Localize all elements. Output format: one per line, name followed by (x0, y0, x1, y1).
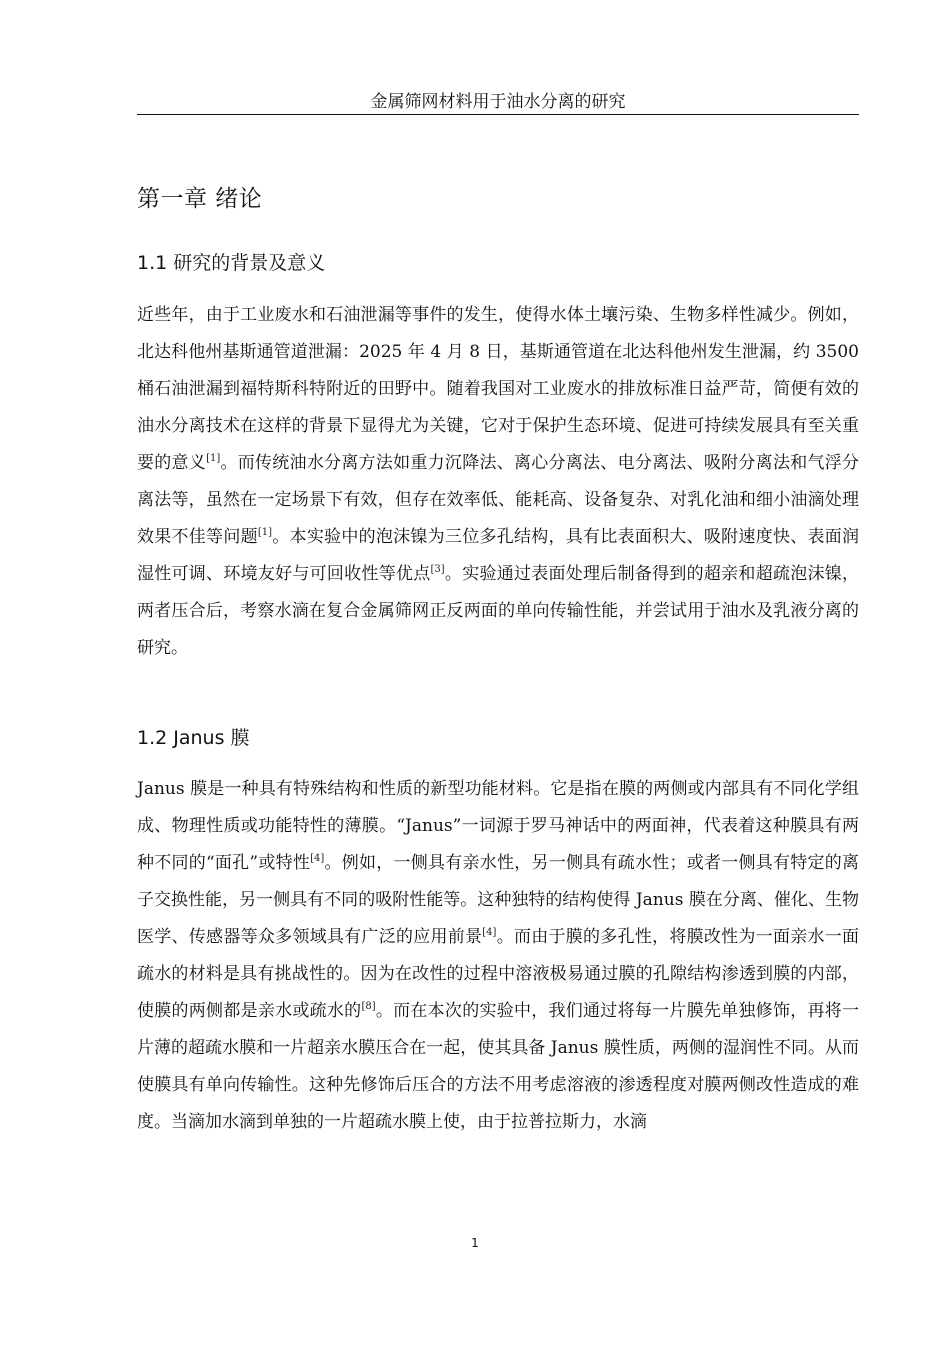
paragraph-text: Janus 膜是一种具有特殊结构和性质的新型功能材料。它是指在膜的两侧或内部具有不同化学组成、物理性质或功能特性的薄膜。“Janus”一词源于罗马神话中的两面神，代表着这种膜具有两种不同的“面孔”或特性 (137, 779, 859, 873)
citation: [1] (257, 527, 273, 538)
citation: [3] (430, 564, 445, 575)
paragraph-text: 。本实验中的泡沫镍为三位多孔结构，具有比表面积大、吸附速度快、表面润湿性可调、环境友好与可回收性等优点 (137, 527, 860, 584)
paragraph-text: 。例如，一侧具有亲水性，另一侧具有疏水性；或者一侧具有特定的离子交换性能，另一侧具有不同的吸附性能等。这种独特的结构使得 Janus 膜在分离、催化、生物医学、传感器等众多领域具有广泛的应用前景 (137, 853, 859, 947)
paragraph-background (137, 297, 859, 667)
citation: [1] (206, 453, 221, 464)
chapter-title: 第一章 绪论 (137, 186, 263, 212)
paragraph-text: 。实验通过表面处理后制备得到的超亲和超疏泡沫镍，两者压合后，考察水滴在复合金属筛网正反两面的单向传输性能，并尝试用于油水及乳液分离的研究。 (137, 564, 860, 658)
page-number: 1 (471, 1236, 479, 1250)
running-header: 金属筛网材料用于油水分离的研究 (370, 92, 626, 112)
citation: [8] (361, 1001, 376, 1012)
paragraph-text: 近些年，由于工业废水和石油泄漏等事件的发生，使得水体土壤污染、生物多样性减少。例如，北达科他州基斯通管道泄漏：2025 年 4 月 8 日，基斯通管道在北达科他州发生泄漏，约 3500 桶石油泄漏到福特斯科特附近的田野中。随着我国对工业废水的排放标准日益严苛，简便有效的油水分离技术在这样的背景下显得尤为关键，它对于保护生态环境、促进可持续发展具有至关重要的意义 (137, 305, 859, 473)
paragraph-janus (137, 771, 859, 1141)
header-rule (137, 114, 859, 115)
paragraph-text: 。而在本次的实验中，我们通过将每一片膜先单独修饰，再将一片薄的超疏水膜和一片超亲水膜压合在一起，使其具备 Janus 膜性质，两侧的湿润性不同。从而使膜具有单向传输性。这种先修饰后压合的方法不用考虑溶液的渗透程度对膜两侧改性造成的难度。当滴加水滴到单独的一片超疏水膜上使，由于拉普拉斯力，水滴 (137, 1001, 860, 1132)
paragraph-text: 。而传统油水分离方法如重力沉降法、离心分离法、电分离法、吸附分离法和气浮分离法等，虽然在一定场景下有效，但存在效率低、能耗高、设备复杂、对乳化油和细小油滴处理效果不佳等问题 (137, 453, 860, 547)
section-heading-1-2: 1.2 Janus 膜 (137, 727, 250, 749)
citation: [4] (482, 927, 497, 938)
paragraph-text: 。而由于膜的多孔性，将膜改性为一面亲水一面疏水的材料是具有挑战性的。因为在改性的过程中溶液极易通过膜的孔隙结构渗透到膜的内部，使膜的两侧都是亲水或疏水的 (137, 927, 859, 1021)
citation: [4] (310, 853, 325, 864)
section-heading-1-1: 1.1 研究的背景及意义 (137, 252, 326, 274)
